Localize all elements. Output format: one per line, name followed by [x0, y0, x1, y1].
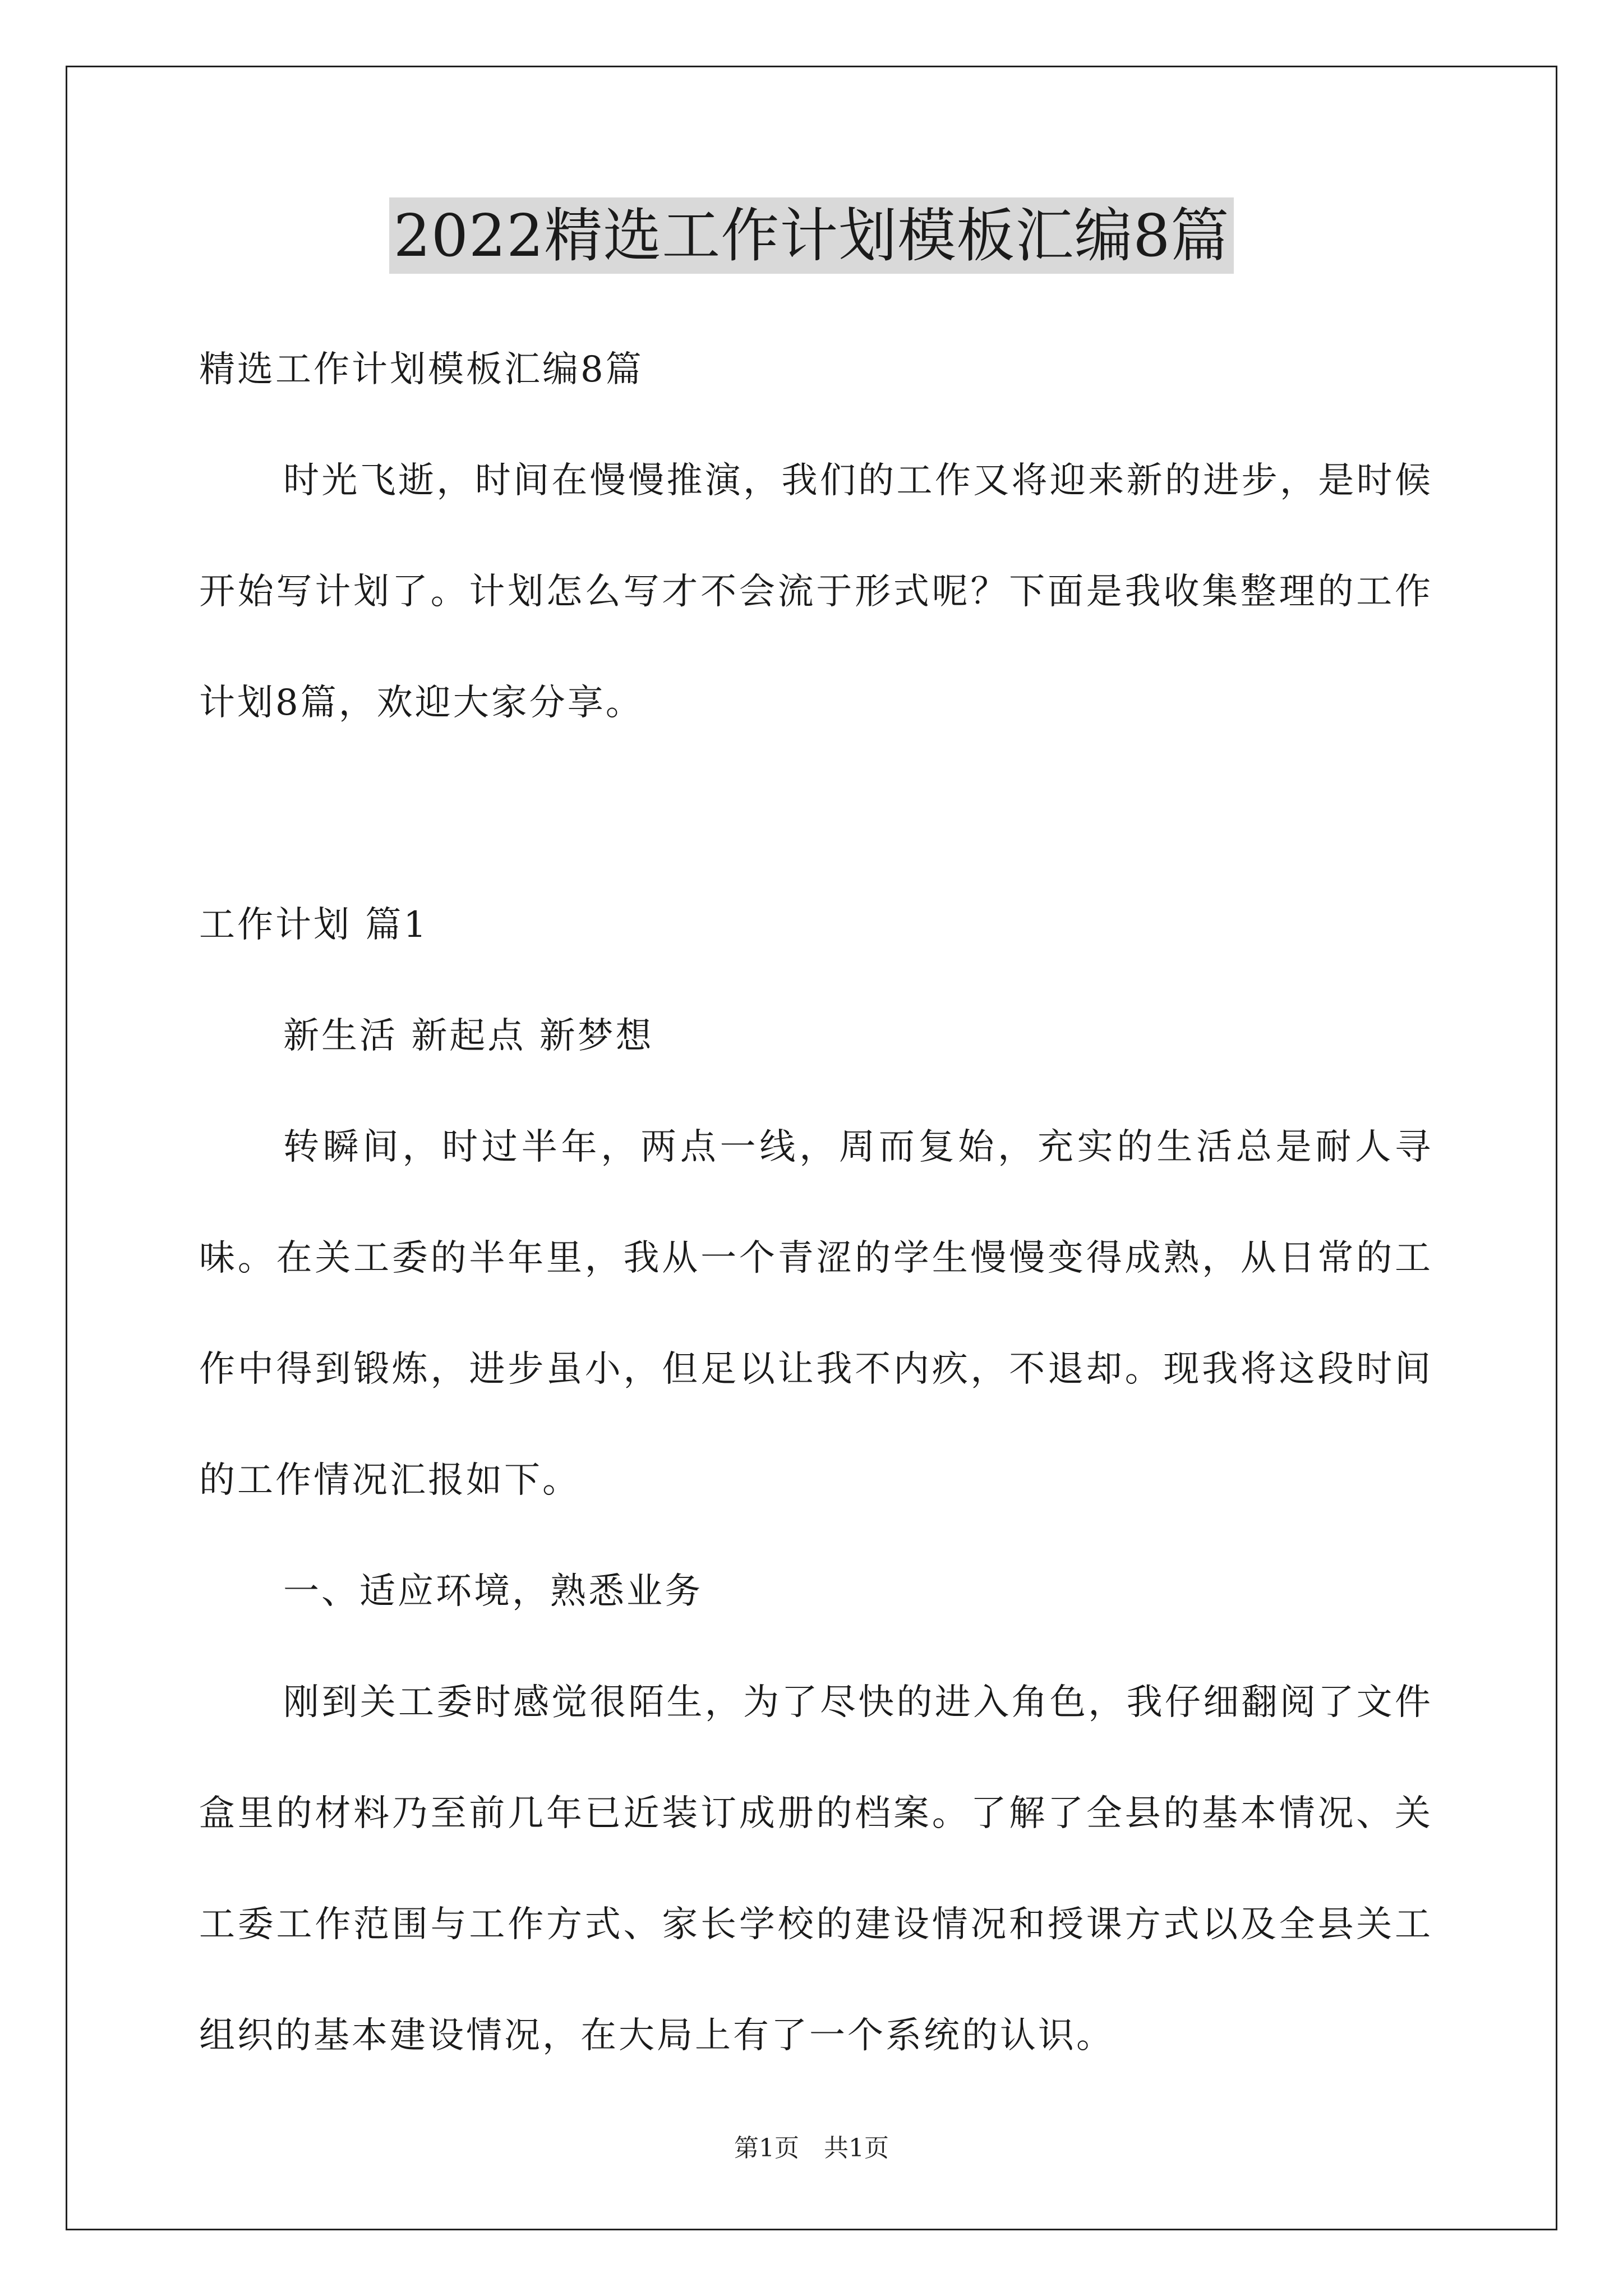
- page-footer: 第1页 共1页: [734, 2134, 889, 2162]
- section-heading: 工作计划 篇1: [199, 904, 429, 946]
- body-paragraph-1: 转瞬间，时过半年，两点一线，周而复始，充实的生活总是耐人寻味。在关工委的半年里，我从一个青涩的学生慢慢变得成熟，从日常的工作中得到锻炼，进步虽小，但足以让我不内疚，不退却。现我将这段时间的工作情况汇报如下。: [199, 1126, 1433, 1501]
- body-paragraph-2: 刚到关工委时感觉很陌生，为了尽快的进入角色，我仔细翻阅了文件盒里的材料乃至前几年已近装订成册的档案。了解了全县的基本情况、关工委工作范围与工作方式、家长学校的建设情况和授课方式以及全县关工组织的基本建设情况，在大局上有了一个系统的认识。: [199, 1682, 1433, 2056]
- title-container: [0, 197, 1623, 274]
- slogan-line: 新生活 新起点 新梦想: [283, 1015, 654, 1057]
- document-subtitle: 精选工作计划模板汇编8篇: [199, 349, 644, 390]
- point-heading-1: 一、适应环境，熟悉业务: [283, 1571, 703, 1612]
- intro-paragraph: 时光飞逝，时间在慢慢推演，我们的工作又将迎来新的进步，是时候开始写计划了。计划怎么写才不会流于形式呢？下面是我收集整理的工作计划8篇，欢迎大家分享。: [199, 460, 1433, 724]
- blank-line: [199, 758, 1433, 869]
- document-title: 2022精选工作计划模板汇编8篇: [389, 197, 1234, 274]
- document-body: [199, 314, 1433, 2091]
